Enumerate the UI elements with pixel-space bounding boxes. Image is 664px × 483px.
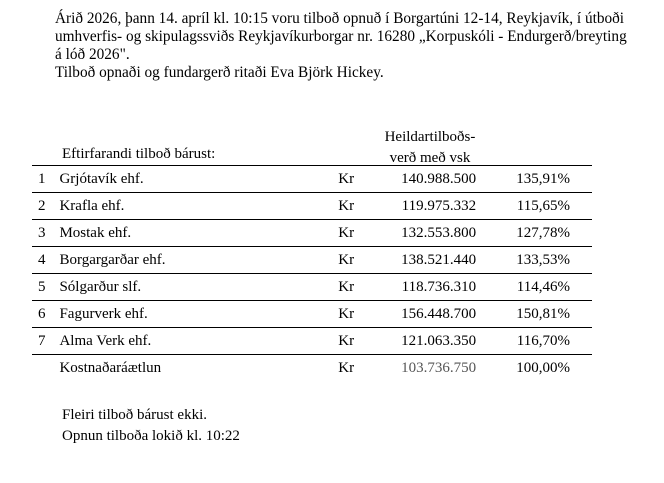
bid-number: 2 — [32, 193, 59, 220]
bidder-name: Alma Verk ehf. — [59, 328, 338, 355]
currency: Kr — [338, 193, 372, 220]
bid-percent: 115,65% — [478, 193, 592, 220]
bid-percent: 135,91% — [478, 166, 592, 193]
table-row — [32, 247, 592, 274]
currency: Kr — [338, 359, 355, 376]
amount-column-header — [370, 127, 490, 169]
intro-line-1: Árið 2026, þann 14. apríl kl. 10:15 voru tilboð opnuð í Borgartúni 12-14, Reykjavík, í útboði — [55, 10, 625, 27]
bid-percent: 114,46% — [478, 274, 592, 301]
amount-header-line-2: verð með vsk — [389, 150, 471, 166]
estimate-label: Kostnaðaráætlun — [59, 359, 162, 376]
bid-amount: 156.448.700 — [372, 301, 478, 328]
bid-amount: 138.521.440 — [372, 247, 478, 274]
table-row — [32, 301, 592, 328]
bids-table — [32, 165, 592, 381]
intro-line-2: umhverfis- og skipulagssviðs Reykjavíkurborgar nr. 16280 „Korpuskóli - Endurgerð/breyting — [55, 28, 627, 45]
table-row — [32, 193, 592, 220]
footer-line-1: Fleiri tilboð bárust ekki. — [62, 407, 207, 423]
bid-amount: 119.975.332 — [372, 193, 478, 220]
bid-number: 5 — [32, 274, 59, 301]
intro-line-4: Tilboð opnaði og fundargerð ritaði Eva Björk Hickey. — [55, 64, 384, 81]
table-row — [32, 166, 592, 193]
intro-paragraph — [55, 10, 655, 82]
bid-amount: 132.553.800 — [372, 220, 478, 247]
bid-percent: 116,70% — [478, 328, 592, 355]
table-row — [32, 274, 592, 301]
footer-notes — [62, 405, 240, 447]
bid-number: 3 — [32, 220, 59, 247]
bidder-name: Borgargarðar ehf. — [59, 247, 338, 274]
currency: Kr — [338, 301, 372, 328]
table-row — [32, 220, 592, 247]
bid-percent: 133,53% — [478, 247, 592, 274]
bidder-name: Fagurverk ehf. — [59, 301, 338, 328]
estimate-row — [32, 355, 592, 382]
bid-number: 4 — [32, 247, 59, 274]
bid-amount: 140.988.500 — [372, 166, 478, 193]
amount-header-line-1: Heildartilboðs- — [384, 129, 476, 145]
currency: Kr — [338, 274, 372, 301]
currency: Kr — [338, 328, 372, 355]
bid-amount: 121.063.350 — [372, 328, 478, 355]
bids-label: Eftirfarandi tilboð bárust: — [62, 146, 216, 162]
estimate-percent: 100,00% — [516, 359, 570, 376]
bid-number: 7 — [32, 328, 59, 355]
currency: Kr — [338, 247, 372, 274]
bidder-name: Mostak ehf. — [59, 220, 338, 247]
bid-percent: 127,78% — [478, 220, 592, 247]
currency: Kr — [338, 166, 372, 193]
bid-number: 1 — [32, 166, 59, 193]
bid-amount: 118.736.310 — [372, 274, 478, 301]
footer-line-2: Opnun tilboða lokið kl. 10:22 — [62, 428, 240, 444]
bid-percent: 150,81% — [478, 301, 592, 328]
bidder-name: Sólgarður slf. — [59, 274, 338, 301]
bid-number: 6 — [32, 301, 59, 328]
table-row — [32, 328, 592, 355]
bidder-name: Grjótavík ehf. — [59, 166, 338, 193]
intro-line-3: á lóð 2026". — [55, 46, 130, 63]
estimate-amount: 103.736.750 — [401, 359, 477, 376]
bidder-name: Krafla ehf. — [59, 193, 338, 220]
currency: Kr — [338, 220, 372, 247]
